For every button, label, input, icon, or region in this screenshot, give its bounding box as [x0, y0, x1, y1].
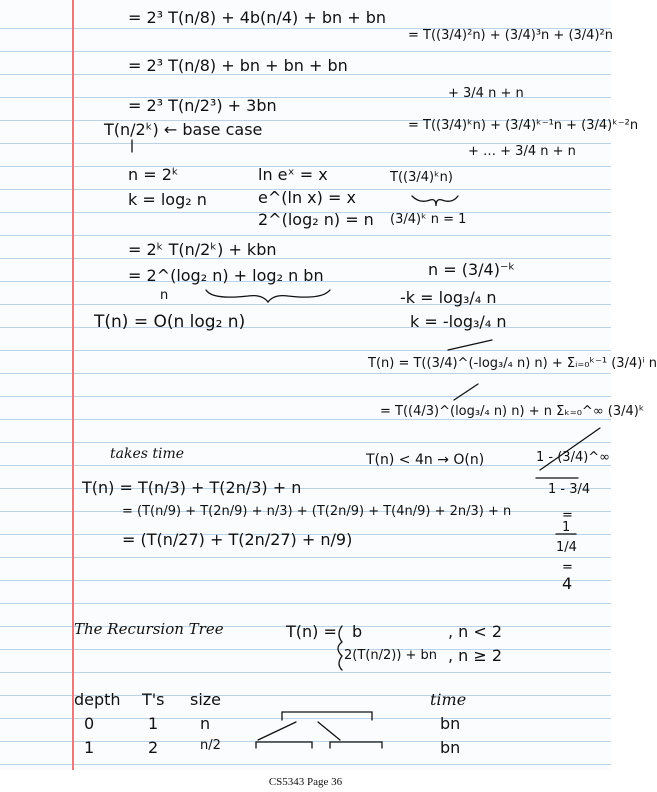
- right-line-3: + … + 3/4 n + n: [468, 144, 576, 159]
- right-line-0: = T((3/4)²n) + (3/4)³n + (3/4)²n: [408, 28, 613, 43]
- page-footer: CS5343 Page 36: [268, 776, 343, 788]
- right-line-5: (3/4)ᵏ n = 1: [390, 212, 467, 227]
- top-left-line-2: = 2³ T(n/2³) + 3bn: [128, 96, 277, 115]
- piecewise-lhs: T(n) =: [286, 622, 337, 641]
- base-case-note: T(n/2ᵏ) ← base case: [104, 120, 263, 139]
- piecewise-case1: b: [352, 622, 363, 641]
- piecewise-cond2: , n ≥ 2: [448, 646, 503, 665]
- table-row-0-size: n: [200, 714, 211, 733]
- series-3: 1: [562, 520, 571, 535]
- right-line-4: T((3/4)ᵏn): [390, 170, 453, 185]
- top-left-line-1: = 2³ T(n/8) + bn + bn + bn: [128, 56, 348, 75]
- table-row-1-depth: 1: [84, 738, 95, 757]
- table-header-depth: depth: [74, 690, 121, 709]
- top-left-line-0: = 2³ T(n/8) + 4b(n/4) + bn + bn: [128, 8, 386, 27]
- table-row-1-time: bn: [440, 738, 461, 757]
- table-row-0-ts: 1: [148, 714, 159, 733]
- margin-line: [72, 0, 74, 770]
- right-line-10: = T((4/3)^(log₃/₄ n) n) + n Σₖ₌₀^∞ (3/4)ᵏ: [380, 404, 645, 419]
- table-row-0-time: bn: [440, 714, 461, 733]
- right-line-6: n = (3/4)⁻ᵏ: [428, 260, 516, 279]
- table-header-size: size: [190, 690, 222, 709]
- relation-n: n = 2ᵏ: [128, 165, 179, 184]
- series-2: =: [562, 508, 573, 523]
- right-line-2: = T((3/4)ᵏn) + (3/4)ᵏ⁻¹n + (3/4)ᵏ⁻²n: [408, 118, 639, 133]
- right-line-8: k = -log₃/₄ n: [410, 312, 507, 331]
- sub-step-2: = 2^(log₂ n) + log₂ n bn: [128, 266, 324, 285]
- relation-k: k = log₂ n: [128, 190, 207, 209]
- identity-log: 2^(log₂ n) = n: [258, 210, 374, 229]
- piecewise-case2: 2(T(n/2)) + bn: [344, 648, 438, 663]
- recurrence-line-0: T(n) = T(n/3) + T(2n/3) + n: [82, 478, 302, 497]
- order-note: T(n) < 4n → O(n): [366, 452, 485, 468]
- table-header-time: time: [430, 690, 467, 709]
- sub-step-n: n: [160, 288, 169, 303]
- identity-ln: ln eˣ = x: [258, 165, 328, 184]
- recurrence-line-2: = (T(n/27) + T(2n/27) + n/9): [122, 530, 353, 549]
- table-row-1-size: n/2: [200, 738, 221, 753]
- identity-exp: e^(ln x) = x: [258, 188, 356, 207]
- result-complexity: T(n) = O(n log₂ n): [94, 312, 246, 332]
- series-0: 1 - (3/4)^∞: [536, 450, 611, 465]
- recursion-tree-title: The Recursion Tree: [74, 620, 224, 638]
- right-line-1: + 3/4 n + n: [448, 86, 524, 101]
- piecewise-cond1: , n < 2: [448, 622, 503, 641]
- series-5: =: [562, 560, 573, 575]
- series-1: 1 - 3/4: [548, 482, 591, 497]
- series-4: 1/4: [556, 540, 577, 555]
- table-row-1-ts: 2: [148, 738, 159, 757]
- recurrence-line-1: = (T(n/9) + T(2n/9) + n/3) + (T(2n/9) + T(4n/9) + 2n/3) + n: [122, 504, 512, 519]
- sub-step-1: = 2ᵏ T(n/2ᵏ) + kbn: [128, 240, 277, 259]
- right-line-9: T(n) = T((3/4)^(-log₃/₄ n) n) + Σᵢ₌₀ᵏ⁻¹ (3/4)ⁱ n: [368, 356, 657, 371]
- series-6: 4: [562, 574, 573, 593]
- takes-time-note: takes time: [110, 446, 185, 462]
- right-line-7: -k = log₃/₄ n: [400, 288, 497, 307]
- table-header-ts: T's: [142, 690, 165, 709]
- table-row-0-depth: 0: [84, 714, 95, 733]
